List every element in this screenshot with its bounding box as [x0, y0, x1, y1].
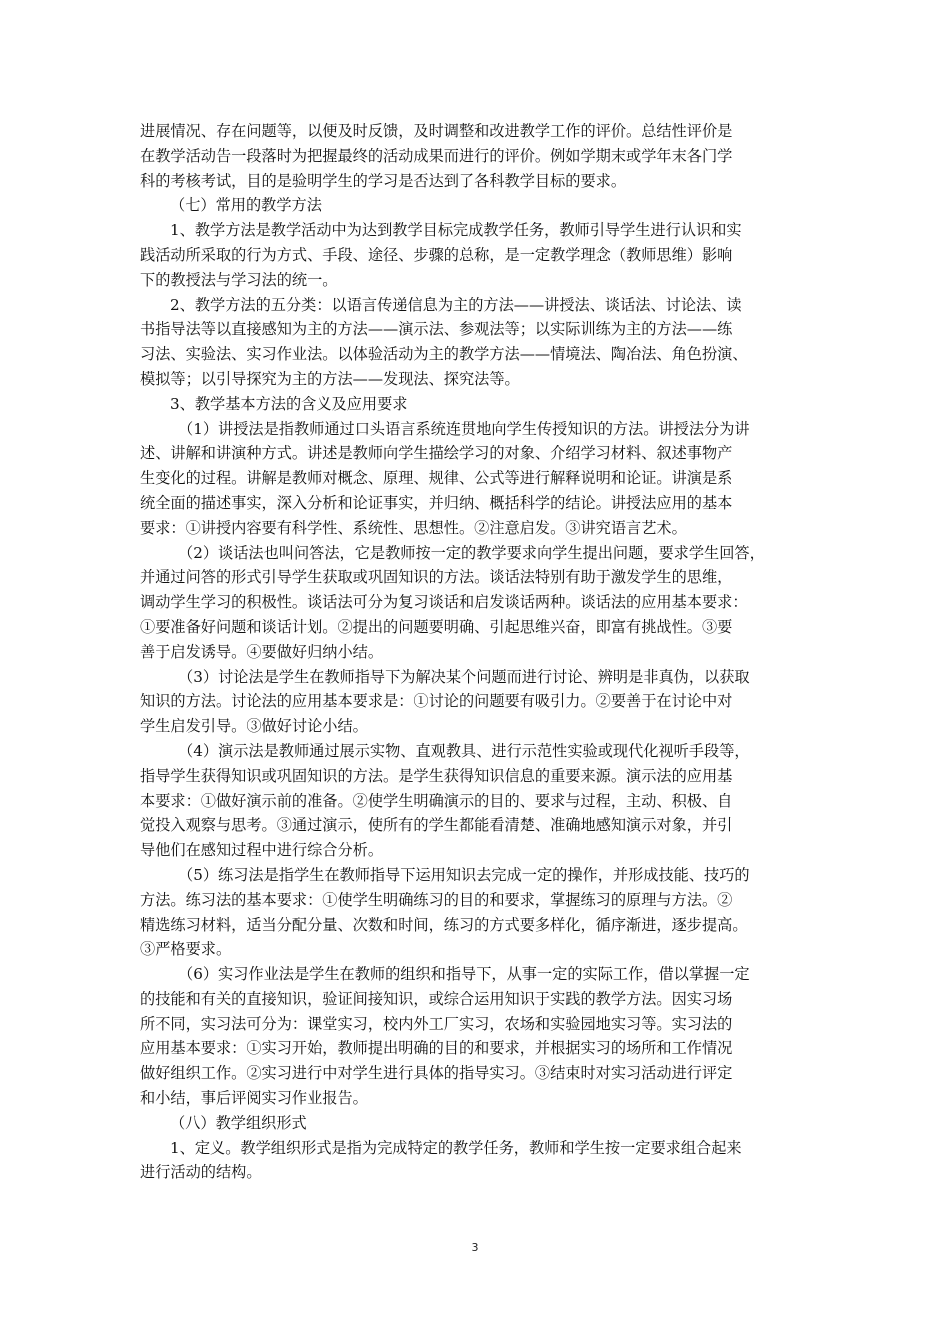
text-line: （6）实习作业法是学生在教师的组织和指导下，从事一定的实际工作，借以掌握一定	[178, 965, 750, 984]
text-line: 统全面的描述事实，深入分析和论证事实，并归纳、概括科学的结论。讲授法应用的基本	[140, 493, 733, 512]
section-heading: （七）常用的教学方法	[170, 196, 322, 215]
text-line: （4）演示法是教师通过展示实物、直观教具、进行示范性实验或现代化视听手段等，	[178, 741, 750, 760]
section-heading: （八）教学组织形式	[170, 1113, 307, 1132]
page-number: 3	[471, 1241, 479, 1254]
text-line: 科的考核考试，目的是验明学生的学习是否达到了各科教学目标的要求。	[140, 171, 626, 190]
text-line: 善于启发诱导。④要做好归纳小结。	[140, 642, 383, 661]
text-line: 1、定义。教学组织形式是指为完成特定的教学任务，教师和学生按一定要求组合起来	[170, 1138, 742, 1157]
text-line: （2）谈话法也叫问答法，它是教师按一定的教学要求向学生提出问题，要求学生回答，	[178, 543, 765, 562]
text-line: 生变化的过程。讲解是教师对概念、原理、规律、公式等进行解释说明和论证。讲演是系	[140, 469, 733, 488]
text-line: （3）讨论法是学生在教师指导下为解决某个问题而进行讨论、辨明是非真伪，以获取	[178, 667, 750, 686]
text-line: （5）练习法是指学生在教师指导下运用知识去完成一定的操作，并形成技能、技巧的	[178, 865, 750, 884]
text-line: 书指导法等以直接感知为主的方法——演示法、参观法等；以实际训练为主的方法——练	[140, 320, 733, 339]
text-line: 的技能和有关的直接知识，验证间接知识，或综合运用知识于实践的教学方法。因实习场	[140, 989, 733, 1008]
text-line: 在教学活动告一段落时为把握最终的活动成果而进行的评价。例如学期末或学年末各门学	[140, 146, 733, 165]
text-line: 下的教授法与学习法的统一。	[140, 270, 338, 289]
text-line: 应用基本要求：①实习开始，教师提出明确的目的和要求，并根据实习的场所和工作情况	[140, 1039, 733, 1058]
text-line: 本要求：①做好演示前的准备。②使学生明确演示的目的、要求与过程，主动、积极、自	[140, 791, 733, 810]
document-body	[140, 119, 820, 1185]
text-line: 述、讲解和讲演种方式。讲述是教师向学生描绘学习的对象、介绍学习材料、叙述事物产	[140, 444, 733, 463]
text-line: 进展情况、存在问题等，以便及时反馈，及时调整和改进教学工作的评价。总结性评价是	[140, 122, 733, 140]
text-line: 方法。练习法的基本要求：①使学生明确练习的目的和要求，掌握练习的原理与方法。②	[140, 890, 733, 909]
text-line: 所不同，实习法可分为：课堂实习，校内外工厂实习，农场和实验园地实习等。实习法的	[140, 1014, 733, 1033]
text-line: 学生启发引导。③做好讨论小结。	[140, 717, 368, 736]
text-line: 导他们在感知过程中进行综合分析。	[140, 841, 383, 860]
text-line: 模拟等；以引导探究为主的方法——发现法、探究法等。	[140, 369, 520, 388]
text-line: 习法、实验法、实习作业法。以体验活动为主的教学方法——情境法、陶冶法、角色扮演、	[140, 345, 748, 364]
subsection-heading: 3、教学基本方法的含义及应用要求	[170, 394, 408, 413]
text-line: 要求：①讲授内容要有科学性、系统性、思想性。②注意启发。③讲究语言艺术。	[140, 518, 687, 537]
text-line: ①要准备好问题和谈话计划。②提出的问题要明确、引起思维兴奋，即富有挑战性。③要	[140, 617, 733, 636]
text-line: 践活动所采取的行为方式、手段、途径、步骤的总称，是一定教学理念（教师思维）影响	[140, 245, 733, 264]
text-line: 进行活动的结构。	[140, 1163, 262, 1182]
text-line: 做好组织工作。②实习进行中对学生进行具体的指导实习。③结束时对实习活动进行评定	[140, 1064, 733, 1083]
text-line: 1、教学方法是教学活动中为达到教学目标完成教学任务，教师引导学生进行认识和实	[170, 221, 742, 240]
text-line: 觉投入观察与思考。③通过演示，使所有的学生都能看清楚、准确地感知演示对象，并引	[140, 816, 733, 835]
text-line: ③严格要求。	[140, 940, 232, 959]
text-line: 知识的方法。讨论法的应用基本要求是：①讨论的问题要有吸引力。②要善于在讨论中对	[140, 692, 733, 711]
text-line: （1）讲授法是指教师通过口头语言系统连贯地向学生传授知识的方法。讲授法分为讲	[178, 419, 750, 438]
text-line: 调动学生学习的积极性。谈话法可分为复习谈话和启发谈话两种。谈话法的应用基本要求：	[140, 593, 748, 612]
text-line: 和小结，事后评阅实习作业报告。	[140, 1089, 368, 1108]
text-line: 精选练习材料，适当分配分量、次数和时间，练习的方式要多样化，循序渐进，逐步提高。	[140, 915, 748, 934]
text-line: 2、教学方法的五分类：以语言传递信息为主的方法——讲授法、谈话法、讨论法、读	[170, 295, 742, 314]
text-line: 指导学生获得知识或巩固知识的方法。是学生获得知识信息的重要来源。演示法的应用基	[140, 766, 733, 785]
text-line: 并通过问答的形式引导学生获取或巩固知识的方法。谈话法特别有助于激发学生的思维，	[140, 568, 733, 587]
